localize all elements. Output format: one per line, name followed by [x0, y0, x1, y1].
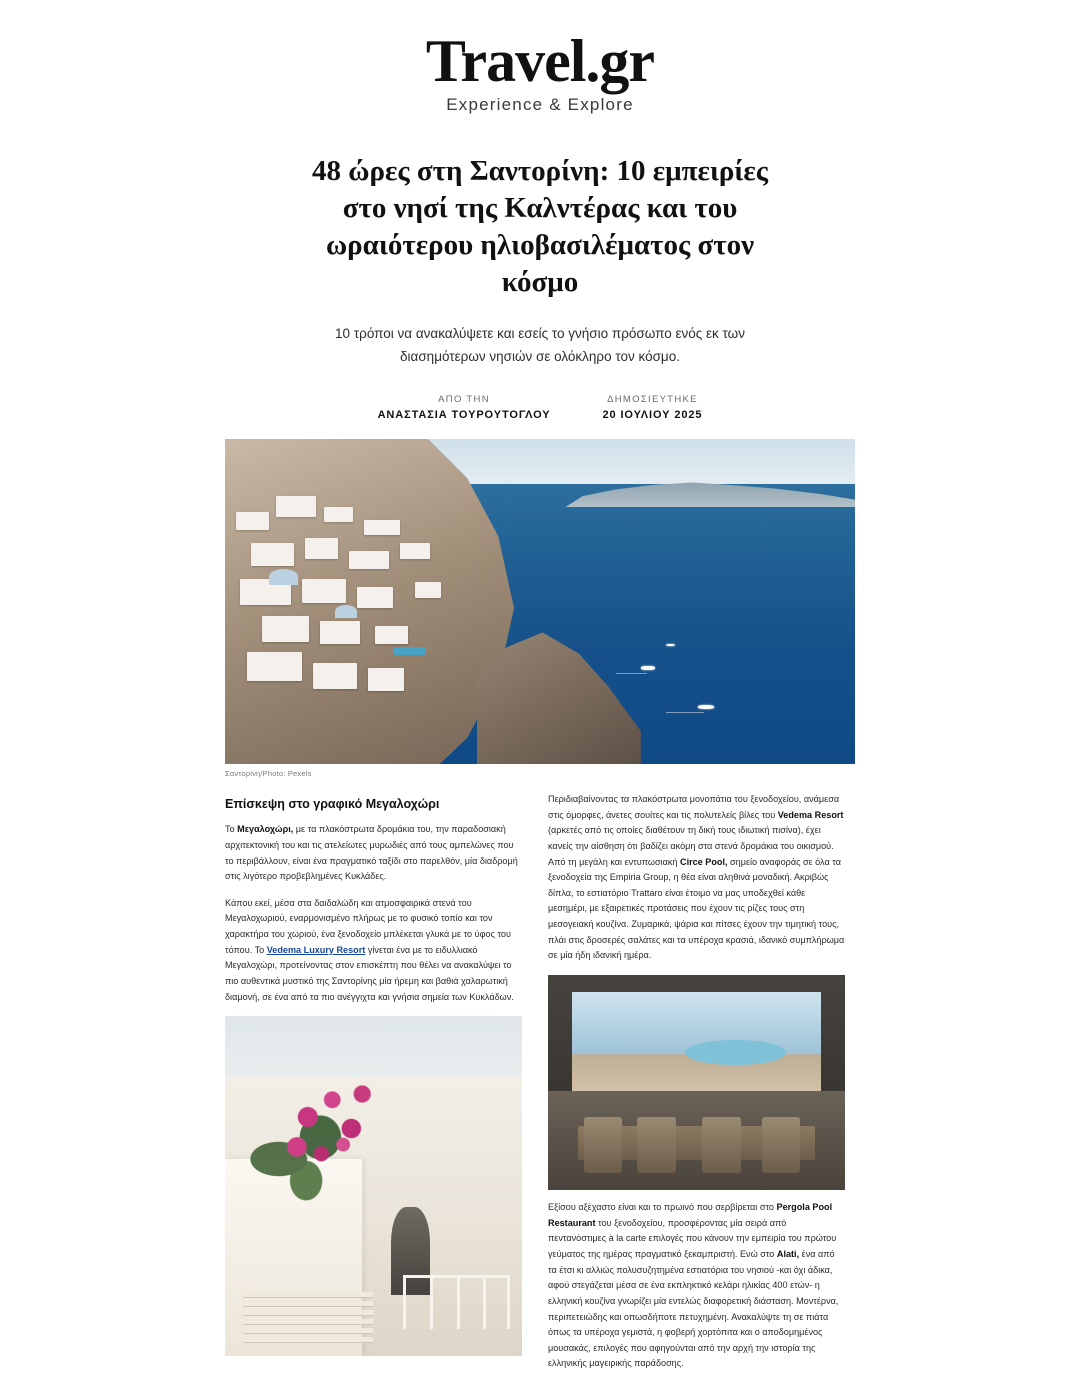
- term-pergola-pool-restaurant: Pergola Pool Restaurant: [548, 1202, 833, 1228]
- column-right: [548, 792, 845, 1383]
- byline-published-label: ΔΗΜΟΣΙΕΥΤΗΚΕ: [607, 393, 698, 405]
- hero-church-dome: [269, 569, 298, 585]
- text-fragment: του ξενοδοχείου, προσφέροντας μία σειρά από πεντανόστιμες à la carte επιλογές που κάνουν την εμπειρία του πρώτου γεύματος της ημέρας πραγματικό ξεκαμπριστή. Ενώ στο: [548, 1217, 837, 1259]
- article-standfirst: 10 τρόποι να ανακαλύψετε και εσείς το γνήσιο πρόσωπο ενός εκ των διασημότερων νησιών σε ολόκληρο τον κόσμο.: [335, 326, 745, 364]
- hero-church-dome: [335, 605, 357, 618]
- photo-pool: [685, 1040, 786, 1066]
- photo-railing: [403, 1275, 510, 1329]
- byline-published: [602, 394, 702, 421]
- site-tagline: Experience & Explore: [446, 95, 634, 114]
- hero-figure: [225, 439, 855, 778]
- term-alati: Alati,: [776, 1248, 800, 1259]
- photo-chair: [584, 1117, 623, 1173]
- site-logo[interactable]: Travel.gr: [425, 28, 655, 94]
- term-megalochori: Μεγαλοχώρι,: [237, 824, 294, 835]
- photo-chair: [702, 1117, 741, 1173]
- section-heading-megalochori: Επίσκεψη στο γραφικό Μεγαλοχώρι: [225, 796, 440, 811]
- text-fragment: Εξίσου αξέχαστο είναι και το πρωινό που σερβίρεται στο: [548, 1202, 777, 1213]
- column-left: [225, 792, 522, 1383]
- text-fragment: Το: [225, 824, 238, 835]
- paragraph-pergola-alati: [548, 1200, 845, 1372]
- paragraph-megalochori-2: [225, 896, 522, 1005]
- photo-chair: [762, 1117, 801, 1173]
- photo-chair: [637, 1117, 676, 1173]
- article-body-columns: [225, 792, 855, 1383]
- byline-author-label: ΑΠΟ ΤΗΝ: [438, 393, 490, 405]
- link-vedema-luxury-resort[interactable]: Vedema Luxury Resort: [266, 944, 366, 955]
- hero-image-santorini: [225, 439, 855, 764]
- photo-bougainvillea: [267, 1071, 404, 1187]
- hero-infinity-pool: [393, 647, 426, 655]
- paragraph-megalochori-1: [225, 822, 522, 885]
- text-fragment: Περιδιαβαίνοντας τα πλακόστρωτα μονοπάτια του ξενοδοχείου, ανάμεσα στις όμορφες, άνετες σουίτες και τις πολυτελείς βίλες του: [548, 793, 840, 820]
- term-circe-pool: Circe Pool,: [680, 856, 728, 867]
- hero-boat-wake: [616, 673, 648, 674]
- byline-author-name[interactable]: ΑΝΑΣΤΑΣΙΑ ΤΟΥΡΟΥΤΟΓΛΟΥ: [377, 408, 551, 421]
- paragraph-vedema-resort: [548, 792, 845, 964]
- text-fragment: σημείο αναφοράς σε όλα τα ξενοδοχεία της Empiria Group, η θέα είναι αληθινά μοναδική. Ακριβώς δίπλα, το εστιατόριο Trattaro είναι έτοιμο να μας υποδεχθεί κάθε μεσημέρι, με εξαιρετικές προτάσεις που έχουν τις ρίζες τους στη μεσογειακή κουζίνα. Ζυμαρικά, ψάρια και πίτσες έχουν την τιμητική τους, πλάι στις δροσερές σαλάτες και τα υπέροχα κρασιά, ιδανικό συμπλήρωμα σε μία ήδη ιδανική ημέρα.: [548, 856, 845, 961]
- text-fragment: ένα από τα έτσι κι αλλιώς πολυσυζητημένα εστιατόρια του νησιού -και όχι άδικα, αφού στεγάζεται μέσα σε ένα εκπληκτικό κελάρι ηλικίας 400 ετών- η ελληνική κουζίνα γνωρίζει μία εντελώς διαφορετική διάσταση. Μοντέρνα, περιπετειώδης και οπωσδήποτε πετυχημένη. Ανακαλύψτε τη σε πιάτα όπως τα υπέροχα γεμιστά, η φοβερή χορτόπιτα και ο αποδομημένος μουσακάς, επιλογές που αφηγούνται από την αρχή την ιστορία της ελληνικής μαγειρικής παράδοσης.: [548, 1248, 839, 1369]
- site-masthead: [225, 0, 855, 115]
- hero-boat-wake: [666, 712, 704, 713]
- text-fragment: (αρκετές από τις οποίες διαθέτουν τη δική τους ιδιωτική πισίνα), έχει κανείς την αίσθηση ότι βαδίζει ακόμη στα στενά δρομάκια του οικισμού. Από τη μεγάλη και εντυπωσιακή: [548, 825, 834, 867]
- page-title: 48 ώρες στη Σαντορίνη: 10 εμπειρίες στο νησί της Καλντέρας και του ωραιότερου ηλιοβασιλέματος στον κόσμο: [312, 155, 768, 299]
- photo-village-bougainvillea: [225, 1016, 522, 1356]
- byline-author: [378, 394, 551, 421]
- text-fragment: γίνεται ένα με το ειδυλλιακό Μεγαλοχώρι, προτείνοντας στον επισκέπτη που θέλει να ανακαλύψει το πιο αυθεντικά μυστικό της Σαντορίνης μία ήρεμη και βαθιά χαλαρωτική διαμονή, σε ένα από τα πιο ανέγγιχτα και γνήσια σημεία των Κυκλάδων.: [225, 944, 514, 1002]
- photo-steps: [243, 1268, 374, 1343]
- photo-terrace-dining: [548, 975, 845, 1190]
- hero-village-cluster: [225, 465, 590, 725]
- text-fragment: με τα πλακόστρωτα δρομάκια του, την παραδοσιακή αρχιτεκτονική του και τις ατελείωτες μυρωδιές από τους αμπελώνες που το περιβάλλουν, είναι ένα πραγματικό ταξίδι στο παρελθόν, μία διαδρομή στις λιγότερο προβεβλημένες Κυκλάδες.: [225, 824, 518, 882]
- byline: [225, 394, 855, 421]
- byline-published-date: 20 ΙΟΥΛΙΟΥ 2025: [602, 408, 703, 421]
- text-fragment: Κάπου εκεί, μέσα στα δαιδαλώδη και ατμοσφαιρικά στενά του Μεγαλοχωριού, εναρμονισμένο πλήρως με το φυσικό τοπίο και τον χαρακτήρα του χωριού, ένα ξενοδοχείο μπλέκεται γλυκά με το ύφος του τόπου. Το: [225, 897, 511, 955]
- hero-caption: Σαντορίνη/Photo: Pexels: [225, 768, 312, 778]
- hero-boat: [641, 666, 655, 670]
- term-vedema-resort: Vedema Resort: [777, 809, 844, 820]
